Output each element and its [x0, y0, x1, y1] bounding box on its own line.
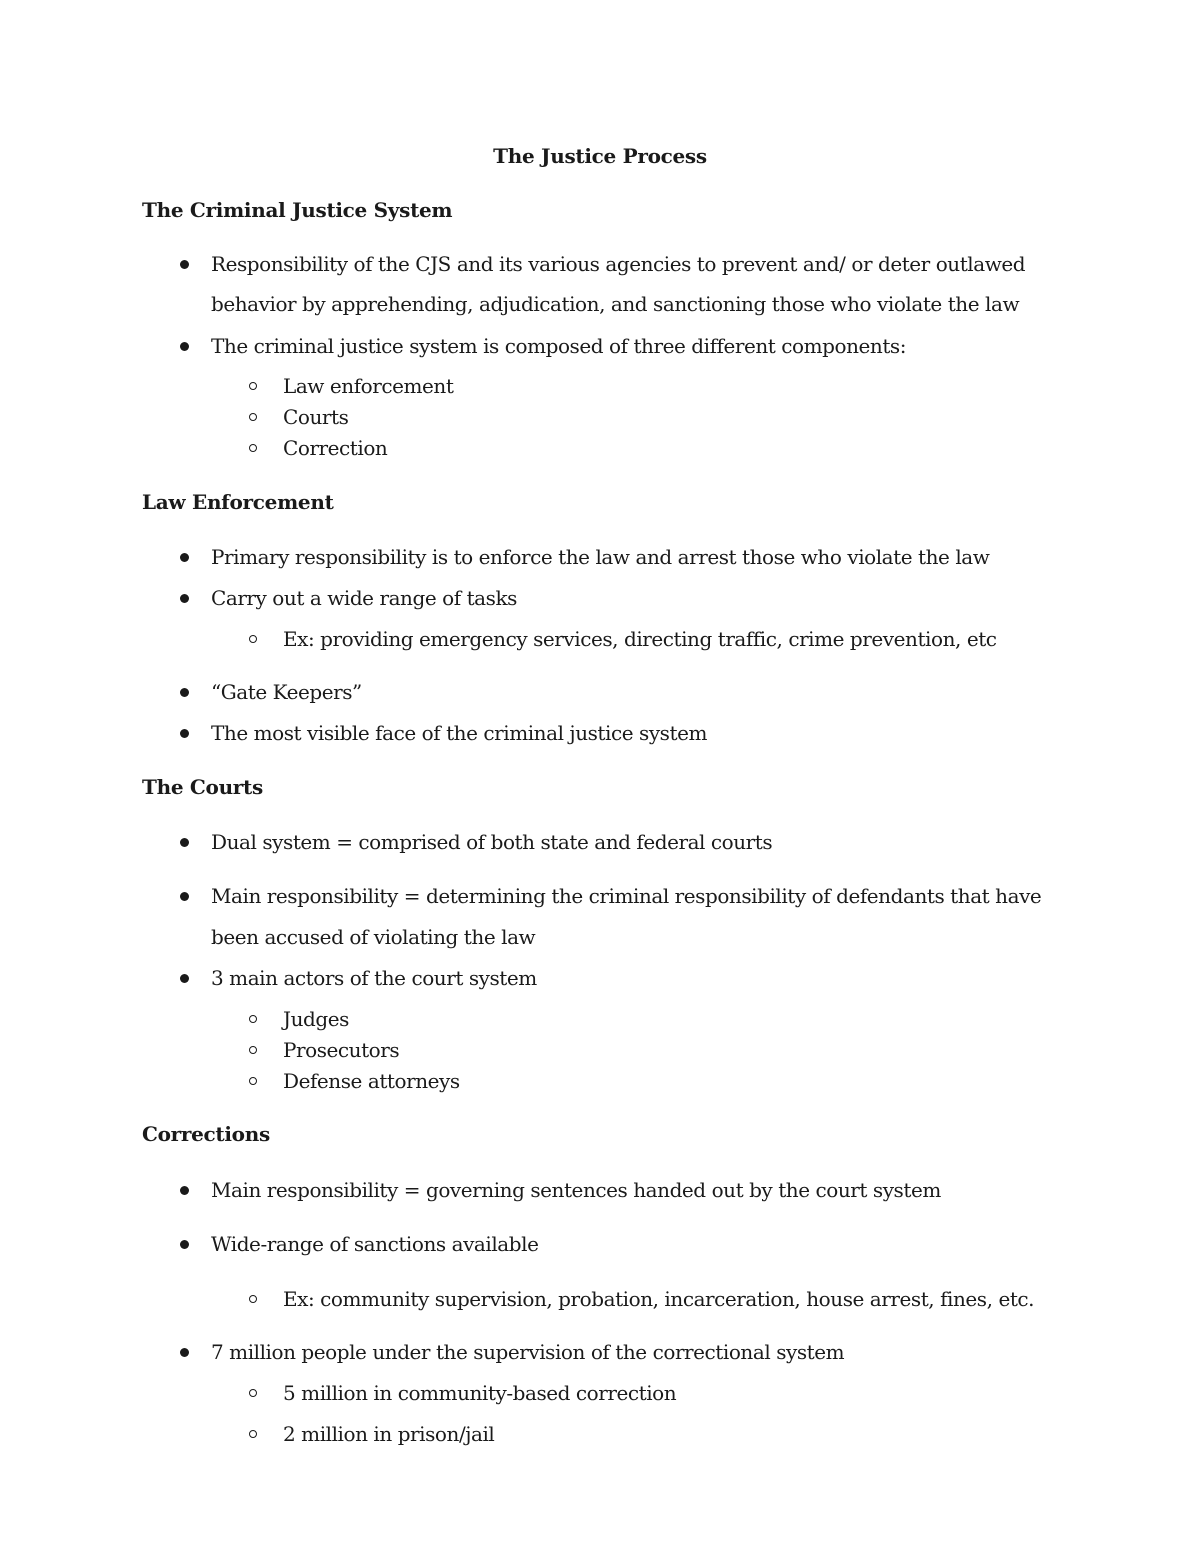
courts-bullet-3: 3 main actors of the court system: [211, 966, 537, 990]
bullet-dot: [180, 553, 189, 562]
law-bullet-2: Carry out a wide range of tasks: [211, 586, 517, 610]
law-bullet-1: Primary responsibility is to enforce the law and arrest those who violate the law: [211, 545, 990, 569]
heading-law-enforcement: Law Enforcement: [142, 490, 334, 514]
corrections-bullet-1: Main responsibility = governing sentences handed out by the court system: [211, 1178, 941, 1202]
courts-bullet-2-line-2: been accused of violating the law: [211, 925, 536, 949]
bullet-ring: [249, 382, 257, 390]
cjs-bullet-2: The criminal justice system is composed of three different components:: [211, 334, 907, 358]
cjs-component: Law enforcement: [283, 374, 454, 398]
corrections-bullet-3-sub: 5 million in community-based correction: [283, 1381, 677, 1405]
courts-bullet-1: Dual system = comprised of both state and federal courts: [211, 830, 773, 854]
bullet-dot: [180, 342, 189, 351]
bullet-dot: [180, 260, 189, 269]
corrections-bullet-3: 7 million people under the supervision of the correctional system: [211, 1340, 845, 1364]
bullet-dot: [180, 1186, 189, 1195]
courts-bullet-2-line-1: Main responsibility = determining the criminal responsibility of defendants that have: [211, 884, 1042, 908]
bullet-ring: [249, 413, 257, 421]
law-bullet-2-sub: Ex: providing emergency services, directing traffic, crime prevention, etc: [283, 627, 997, 651]
law-bullet-3: “Gate Keepers”: [211, 680, 362, 704]
court-actor: Judges: [283, 1007, 349, 1031]
heading-the-courts: The Courts: [142, 775, 263, 799]
bullet-dot: [180, 729, 189, 738]
bullet-dot: [180, 892, 189, 901]
corrections-bullet-3-sub: 2 million in prison/jail: [283, 1422, 495, 1446]
bullet-dot: [180, 688, 189, 697]
corrections-bullet-2: Wide-range of sanctions available: [211, 1232, 539, 1256]
bullet-dot: [180, 1348, 189, 1357]
bullet-ring: [249, 1389, 257, 1397]
bullet-ring: [249, 1077, 257, 1085]
bullet-ring: [249, 1430, 257, 1438]
bullet-dot: [180, 1240, 189, 1249]
court-actor: Prosecutors: [283, 1038, 400, 1062]
document-title: The Justice Process: [493, 144, 707, 168]
corrections-bullet-2-sub: Ex: community supervision, probation, incarceration, house arrest, fines, etc.: [283, 1287, 1035, 1311]
bullet-ring: [249, 1046, 257, 1054]
cjs-bullet-1-line-2: behavior by apprehending, adjudication, and sanctioning those who violate the law: [211, 292, 1020, 316]
bullet-dot: [180, 838, 189, 847]
bullet-dot: [180, 594, 189, 603]
bullet-ring: [249, 635, 257, 643]
heading-criminal-justice-system: The Criminal Justice System: [142, 198, 453, 222]
cjs-component: Correction: [283, 436, 388, 460]
law-bullet-4: The most visible face of the criminal justice system: [211, 721, 707, 745]
bullet-ring: [249, 1015, 257, 1023]
cjs-bullet-1-line-1: Responsibility of the CJS and its various agencies to prevent and/ or deter outlawed: [211, 252, 1026, 276]
court-actor: Defense attorneys: [283, 1069, 460, 1093]
bullet-ring: [249, 444, 257, 452]
bullet-ring: [249, 1295, 257, 1303]
heading-corrections: Corrections: [142, 1122, 270, 1146]
bullet-dot: [180, 974, 189, 983]
cjs-component: Courts: [283, 405, 349, 429]
